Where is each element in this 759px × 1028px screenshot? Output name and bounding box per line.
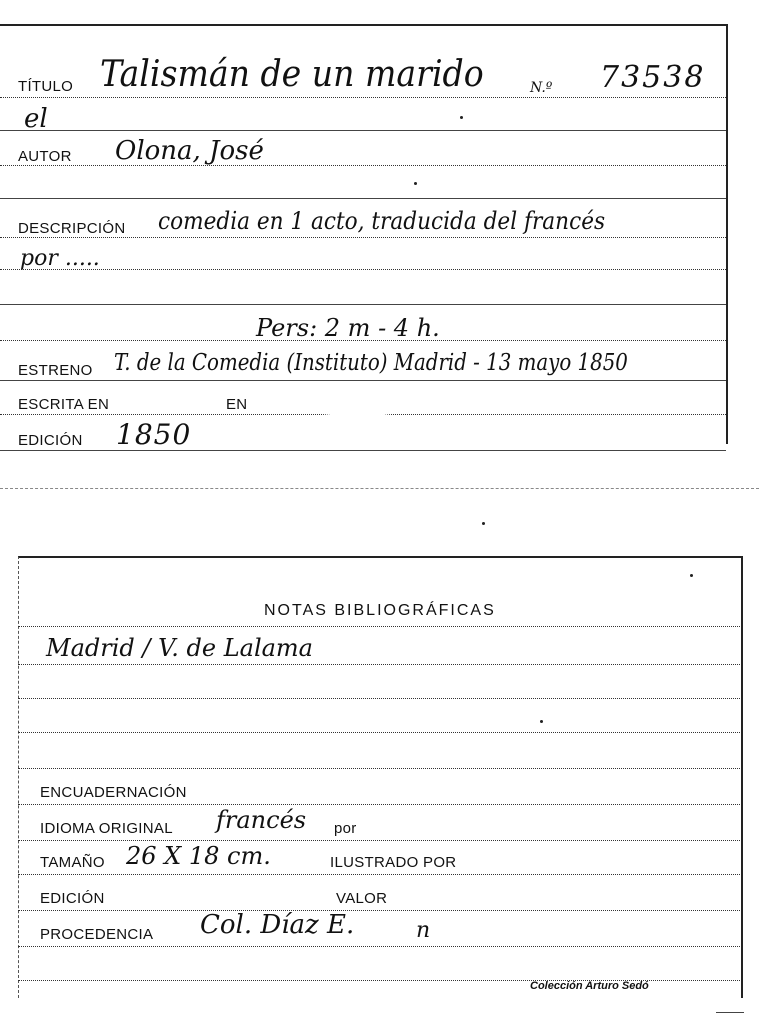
card-separator: [0, 488, 759, 489]
rule-line: [18, 910, 740, 911]
rule-line: [18, 946, 740, 947]
procedencia-suffix: n: [416, 918, 431, 943]
procedencia-value: Col. Díaz E.: [200, 910, 355, 940]
notas-title: NOTAS BIBLIOGRÁFICAS: [264, 602, 496, 619]
titulo-label: TÍTULO: [18, 78, 74, 95]
titulo-value: Talismán de un marido: [100, 54, 484, 95]
procedencia-label: PROCEDENCIA: [40, 926, 154, 943]
rule-line: [18, 840, 740, 841]
edicion-value: 1850: [116, 418, 192, 451]
rule-line: [18, 664, 740, 665]
descripcion-value: comedia en 1 acto, traducida del francés: [158, 207, 606, 235]
idioma-label: IDIOMA ORIGINAL: [40, 820, 173, 837]
descripcion-continued: por .....: [20, 246, 100, 271]
encuadernacion-label: ENCUADERNACIÓN: [40, 784, 187, 801]
rule-line: [0, 198, 726, 199]
speck: [460, 116, 463, 119]
personajes-note: Pers: 2 m - 4 h.: [256, 314, 440, 342]
edicion-label: EDICIÓN: [18, 432, 83, 449]
tamano-label: TAMAÑO: [40, 854, 105, 871]
rule-line: [0, 450, 726, 451]
valor-label: VALOR: [336, 890, 388, 907]
estreno-label: ESTRENO: [18, 362, 93, 379]
rule-line: [0, 380, 726, 381]
speck: [482, 522, 485, 525]
edicion-bottom-label: EDICIÓN: [40, 890, 105, 907]
speck: [414, 182, 417, 185]
rule-line: [18, 732, 740, 733]
rule-line: [0, 237, 726, 238]
autor-value: Olona, José: [115, 136, 264, 166]
rule-line: [0, 130, 726, 131]
descripcion-label: DESCRIPCIÓN: [18, 220, 126, 237]
paper-stain: [330, 392, 384, 440]
rule-line: [0, 165, 726, 166]
idioma-value: francés: [216, 806, 307, 834]
notas-value: Madrid / V. de Lalama: [46, 634, 313, 662]
rule-line: [0, 269, 726, 270]
rule-line: [18, 874, 740, 875]
registry-prefix: N.º: [530, 80, 553, 96]
rule-line: [0, 304, 726, 305]
rule-line: [0, 97, 726, 98]
ilustrado-label: ILUSTRADO POR: [330, 854, 457, 871]
coleccion-credit: Colección Arturo Sedó: [530, 980, 649, 992]
edge-mark: [716, 1012, 744, 1013]
paper-stain: [366, 918, 412, 968]
autor-label: AUTOR: [18, 148, 72, 165]
tamano-value: 26 X 18 cm.: [126, 842, 271, 870]
escrita-en-label: ESCRITA EN: [18, 396, 110, 413]
estreno-value: T. de la Comedia (Instituto) Madrid - 13 mayo 1850: [114, 350, 628, 376]
rule-line: [18, 804, 740, 805]
rule-line: [18, 698, 740, 699]
rule-line: [18, 768, 740, 769]
titulo-article: el: [24, 104, 48, 134]
rule-line: [18, 626, 740, 627]
registry-number: 73538: [600, 60, 706, 95]
por-label: por: [334, 820, 357, 837]
en-label: EN: [226, 396, 248, 413]
